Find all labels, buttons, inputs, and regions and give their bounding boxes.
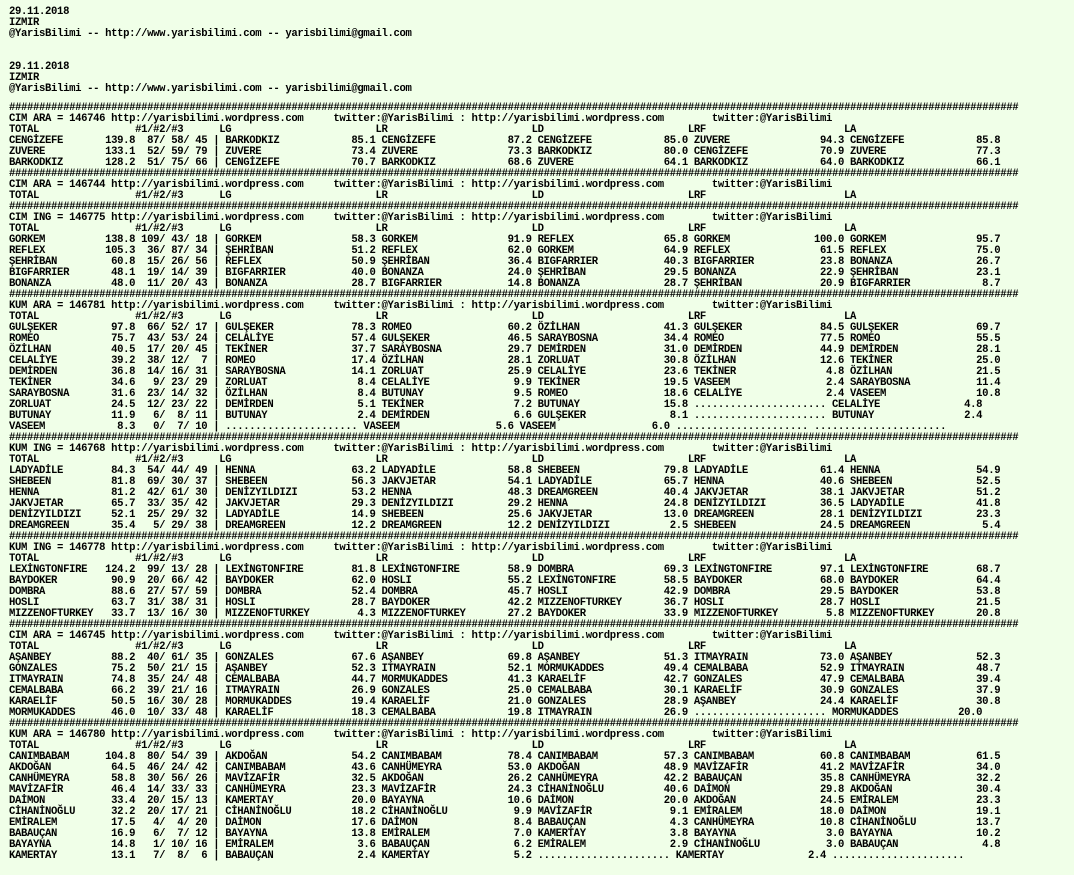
report-row: CİHANİNOĞLU 32.2 20/ 17/ 21 | CİHANİNOĞLU 18.2 CİHANİNOĞLU 9.9 MAVİZAFİR 9.1 EMİRALEM 18.0 DAİMON 19.1 [9, 806, 1001, 818]
report-document [9, 7, 1071, 862]
report-row: CANHÜMEYRA 58.8 30/ 56/ 26 | MAVİZAFİR 32.5 AKDOĞAN 26.2 CANHÜMEYRA 42.2 BABAUÇAN 35.8 CANHÜMEYRA 32.2 [9, 773, 1001, 785]
column-header: TOTAL #1/#2/#3 LG LR LD LRF LA [9, 454, 857, 466]
report-row: GULŞEKER 97.8 66/ 52/ 17 | GULŞEKER 78.3 ROMEO 60.2 ÖZİLHAN 41.3 GULŞEKER 84.5 GULŞEKER 69.7 [9, 322, 1001, 334]
report-row: DEMİRDEN 36.8 14/ 16/ 31 | SARAYBOSNA 14.1 ZORLUAT 25.9 CELALİYE 23.6 TEKİNER 4.8 ÖZİLHAN 21.5 [9, 366, 1001, 378]
report-row: ITMAYRAIN 74.8 35/ 24/ 48 | CEMALBABA 44.7 MORMUKADDES 41.3 KARAELİF 42.7 GONZALES 47.9 CEMALBABA 39.4 [9, 674, 1001, 686]
report-row: VASEEM 8.3 0/ 7/ 10 | ...................... VASEEM 5.6 VASEEM 6.0 ...................... ...................... [9, 421, 947, 433]
race-report [9, 103, 1071, 862]
report-row: MIZZENOFTURKEY 33.7 13/ 16/ 30 | MIZZENOFTURKEY 4.3 MIZZENOFTURKEY 27.2 BAYDOKER 33.9 MIZZENOFTURKEY 5.8 MIZZENOFTURKEY 20.8 [9, 608, 1001, 620]
report-row: MORMUKADDES 46.0 10/ 33/ 48 | KARAELİF 18.3 CEMALBABA 19.8 ITMAYRAIN 26.9 ...................... MORMUKADDES 20.0 [9, 707, 983, 719]
report-row: BUTUNAY 11.9 6/ 8/ 11 | BUTUNAY 2.4 DEMİRDEN 6.6 GULŞEKER 8.1 ...................... BUTUNAY 2.4 [9, 410, 983, 422]
race-header: KUM ING = 146778 http://yarisbilimi.wordpress.com twitter:@YarisBilimi : http://yarisbilimi.wordpress.com twitter:@YarisBilimi [9, 542, 832, 554]
header-city: IZMIR [9, 17, 40, 29]
report-row: JAKVJETAR 65.7 33/ 35/ 42 | JAKVJETAR 29.3 DENİZYILDIZI 29.2 HENNA 24.8 DENİZYILDIZI 36.5 LADYADİLE 41.8 [9, 498, 1001, 510]
race-header: KUM ING = 146768 http://yarisbilimi.wordpress.com twitter:@YarisBilimi : http://yarisbilimi.wordpress.com twitter:@YarisBilimi [9, 443, 832, 455]
column-header: TOTAL #1/#2/#3 LG LR LD LRF LA [9, 553, 857, 565]
column-header: TOTAL #1/#2/#3 LG LR LD LRF LA [9, 223, 857, 235]
report-row: BARKODKIZ 128.2 51/ 75/ 66 | CENGİZEFE 70.7 BARKODKIZ 68.6 ZUVERE 64.1 BARKODKIZ 64.0 BARKODKIZ 66.1 [9, 157, 1001, 169]
header-credits: @YarisBilimi -- http://www.yarisbilimi.com -- yarisbilimi@gmail.com [9, 83, 412, 95]
report-row: ZUVERE 133.1 52/ 59/ 79 | ZUVERE 73.4 ZUVERE 73.3 BARKODKIZ 80.0 CENGİZEFE 70.9 ZUVERE 77.3 [9, 146, 1001, 158]
report-row: HENNA 81.2 42/ 61/ 30 | DENİZYILDIZI 53.2 HENNA 48.3 DREAMGREEN 40.4 JAKVJETAR 38.1 JAKVJETAR 51.2 [9, 487, 1001, 499]
report-row: BAYAYNA 14.8 1/ 10/ 16 | EMİRALEM 3.6 BABAUÇAN 6.2 EMİRALEM 2.9 CİHANİNOĞLU 3.0 BABAUÇAN 4.8 [9, 839, 1001, 851]
report-row: BIGFARRIER 48.1 19/ 14/ 39 | BIGFARRIER 40.0 BONANZA 24.0 ŞEHRİBAN 29.5 BONANZA 22.9 ŞEHRİBAN 23.1 [9, 267, 1001, 279]
report-row: EMİRALEM 17.5 4/ 4/ 20 | DAİMON 17.6 DAİMON 8.4 BABAUÇAN 4.3 CANHÜMEYRA 10.8 CİHANİNOĞLU 13.7 [9, 817, 1001, 829]
race-header: CIM ARA = 146744 http://yarisbilimi.wordpress.com twitter:@YarisBilimi : http://yarisbilimi.wordpress.com twitter:@YarisBilimi [9, 179, 832, 191]
report-row: BABAUÇAN 16.9 6/ 7/ 12 | BAYAYNA 13.8 EMİRALEM 7.0 KAMERTAY 3.8 BAYAYNA 3.0 BAYAYNA 10.2 [9, 828, 1001, 840]
report-row: ZORLUAT 24.5 12/ 23/ 22 | DEMİRDEN 5.1 TEKİNER 7.2 BUTUNAY 15.8 ...................... CELALİYE 4.8 [9, 399, 983, 411]
section-divider: ######################################################################################################################################################################## [9, 718, 1019, 730]
section-divider: ######################################################################################################################################################################## [9, 201, 1019, 213]
section-divider: ######################################################################################################################################################################## [9, 432, 1019, 444]
report-row: CANIMBABAM 104.8 80/ 54/ 39 | AKDOĞAN 54.2 CANIMBABAM 78.4 CANIMBABAM 57.3 CANIMBABAM 60.8 CANIMBABAM 61.5 [9, 751, 1001, 763]
report-row: ŞEHRİBAN 60.8 15/ 26/ 56 | REFLEX 50.9 ŞEHRİBAN 36.4 BIGFARRIER 40.3 BIGFARRIER 23.8 BONANZA 26.7 [9, 256, 1001, 268]
report-row: GORKEM 138.8 109/ 43/ 18 | GORKEM 58.3 GORKEM 91.9 REFLEX 65.8 GORKEM 100.0 GORKEM 95.7 [9, 234, 1001, 246]
report-row: CENGİZEFE 139.8 87/ 58/ 45 | BARKODKIZ 85.1 CENGİZEFE 87.2 CENGİZEFE 85.0 ZUVERE 94.3 CENGİZEFE 85.8 [9, 135, 1001, 147]
report-row: ÖZİLHAN 40.5 17/ 20/ 45 | TEKİNER 37.7 SARAYBOSNA 29.7 DEMİRDEN 31.0 DEMİRDEN 44.9 DEMİRDEN 28.1 [9, 344, 1001, 356]
report-row: HOSLI 63.7 31/ 38/ 31 | HOSLI 28.7 BAYDOKER 42.2 MIZZENOFTURKEY 36.7 HOSLI 28.7 HOSLI 21.5 [9, 597, 1001, 609]
report-row: KAMERTAY 13.1 7/ 8/ 6 | BABAUÇAN 2.4 KAMERTAY 5.2 ...................... KAMERTAY 2.4 ...................... [9, 850, 965, 862]
race-header: CIM ARA = 146746 http://yarisbilimi.wordpress.com twitter:@YarisBilimi : http://yarisbilimi.wordpress.com twitter:@YarisBilimi [9, 113, 832, 125]
race-header: CIM ING = 146775 http://yarisbilimi.wordpress.com twitter:@YarisBilimi : http://yarisbilimi.wordpress.com twitter:@YarisBilimi [9, 212, 832, 224]
section-divider: ######################################################################################################################################################################## [9, 531, 1019, 543]
report-row: KARAELİF 50.5 16/ 30/ 28 | MORMUKADDES 19.4 KARAELİF 21.0 GONZALES 28.9 AŞANBEY 24.4 KARAELİF 30.8 [9, 696, 1001, 708]
report-row: LEXİNGTONFIRE 124.2 99/ 13/ 28 | LEXİNGTONFIRE 81.8 LEXİNGTONFIRE 58.9 DOMBRA 69.3 LEXİNGTONFIRE 97.1 LEXİNGTONFIRE 68.7 [9, 564, 1001, 576]
report-row: MAVİZAFİR 46.4 14/ 33/ 33 | CANHÜMEYRA 23.3 MAVİZAFİR 24.3 CİHANİNOĞLU 40.6 DAİMON 29.8 AKDOĞAN 30.4 [9, 784, 1001, 796]
report-row: SARAYBOSNA 31.6 23/ 14/ 32 | ÖZİLHAN 8.4 BUTUNAY 9.5 ROMEO 18.6 CELALİYE 2.4 VASEEM 10.8 [9, 388, 1001, 400]
column-header: TOTAL #1/#2/#3 LG LR LD LRF LA [9, 124, 857, 136]
report-row: TEKİNER 34.6 9/ 23/ 29 | ZORLUAT 8.4 CELALİYE 9.9 TEKİNER 19.5 VASEEM 2.4 SARAYBOSNA 11.4 [9, 377, 1001, 389]
column-header: TOTAL #1/#2/#3 LG LR LD LRF LA [9, 190, 857, 202]
report-row: SHEBEEN 81.8 69/ 30/ 37 | SHEBEEN 56.3 JAKVJETAR 54.1 LADYADİLE 65.7 HENNA 40.6 SHEBEEN 52.5 [9, 476, 1001, 488]
report-row: AKDOĞAN 64.5 46/ 24/ 42 | CANIMBABAM 43.6 CANHÜMEYRA 53.0 AKDOĞAN 48.9 MAVİZAFİR 41.2 MAVİZAFİR 34.0 [9, 762, 1001, 774]
report-row: CELALİYE 39.2 38/ 12/ 7 | ROMEO 17.4 ÖZİLHAN 28.1 ZORLUAT 30.8 ÖZİLHAN 12.6 TEKİNER 25.0 [9, 355, 1001, 367]
report-row: DOMBRA 88.6 27/ 57/ 59 | DOMBRA 52.4 DOMBRA 45.7 HOSLI 42.9 DOMBRA 29.5 BAYDOKER 53.8 [9, 586, 1001, 598]
report-row: BAYDOKER 90.9 20/ 66/ 42 | BAYDOKER 62.0 HOSLI 55.2 LEXİNGTONFIRE 58.5 BAYDOKER 68.0 BAYDOKER 64.4 [9, 575, 1001, 587]
report-row: AŞANBEY 88.2 40/ 61/ 35 | GONZALES 67.6 AŞANBEY 69.8 AŞANBEY 51.3 ITMAYRAIN 73.0 AŞANBEY 52.3 [9, 652, 1001, 664]
report-row: CEMALBABA 66.2 39/ 21/ 16 | ITMAYRAIN 26.9 GONZALES 25.0 CEMALBABA 30.1 KARAELİF 30.9 GONZALES 37.9 [9, 685, 1001, 697]
section-divider: ######################################################################################################################################################################## [9, 289, 1019, 301]
report-row: DREAMGREEN 35.4 5/ 29/ 38 | DREAMGREEN 12.2 DREAMGREEN 12.2 DENİZYILDIZI 2.5 SHEBEEN 24.5 DREAMGREEN 5.4 [9, 520, 1001, 532]
header-city: IZMIR [9, 72, 40, 84]
column-header: TOTAL #1/#2/#3 LG LR LD LRF LA [9, 740, 857, 752]
race-header: KUM ARA = 146781 http://yarisbilimi.wordpress.com twitter:@YarisBilimi : http://yarisbilimi.wordpress.com twitter:@YarisBilimi [9, 300, 832, 312]
report-row: DENİZYILDIZI 52.1 25/ 29/ 32 | LADYADİLE 14.9 SHEBEEN 25.6 JAKVJETAR 13.0 DREAMGREEN 28.1 DENİZYILDIZI 23.3 [9, 509, 1001, 521]
report-row: DAİMON 33.4 20/ 15/ 13 | KAMERTAY 20.0 BAYAYNA 10.6 DAİMON 20.0 AKDOĞAN 24.5 EMİRALEM 23.3 [9, 795, 1001, 807]
race-header: KUM ARA = 146780 http://yarisbilimi.wordpress.com twitter:@YarisBilimi : http://yarisbilimi.wordpress.com twitter:@YarisBilimi [9, 729, 832, 741]
section-divider: ######################################################################################################################################################################## [9, 619, 1019, 631]
column-header: TOTAL #1/#2/#3 LG LR LD LRF LA [9, 641, 857, 653]
spacer [9, 40, 1071, 62]
header-credits: @YarisBilimi -- http://www.yarisbilimi.com -- yarisbilimi@gmail.com [9, 28, 412, 40]
section-divider: ######################################################################################################################################################################## [9, 102, 1019, 114]
column-header: TOTAL #1/#2/#3 LG LR LD LRF LA [9, 311, 857, 323]
report-row: LADYADİLE 84.3 54/ 44/ 49 | HENNA 63.2 LADYADİLE 58.8 SHEBEEN 79.8 LADYADİLE 61.4 HENNA 54.9 [9, 465, 1001, 477]
header-date: 29.11.2018 [9, 61, 70, 73]
report-row: BONANZA 48.0 11/ 20/ 43 | BONANZA 28.7 BIGFARRIER 14.8 BONANZA 28.7 ŞEHRİBAN 20.9 BIGFARRIER 8.7 [9, 278, 1001, 290]
report-row: ROMEO 75.7 43/ 53/ 24 | CELALİYE 57.4 GULŞEKER 46.5 SARAYBOSNA 34.4 ROMEO 77.5 ROMEO 55.5 [9, 333, 1001, 345]
race-header: CIM ARA = 146745 http://yarisbilimi.wordpress.com twitter:@YarisBilimi : http://yarisbilimi.wordpress.com twitter:@YarisBilimi [9, 630, 832, 642]
report-row: REFLEX 105.3 36/ 87/ 34 | ŞEHRİBAN 51.2 REFLEX 62.0 GORKEM 64.9 REFLEX 61.5 REFLEX 75.0 [9, 245, 1001, 257]
header-date: 29.11.2018 [9, 6, 70, 18]
section-divider: ######################################################################################################################################################################## [9, 168, 1019, 180]
report-row: GONZALES 75.2 50/ 21/ 15 | AŞANBEY 52.3 ITMAYRAIN 52.1 MORMUKADDES 49.4 CEMALBABA 52.9 ITMAYRAIN 48.7 [9, 663, 1001, 675]
